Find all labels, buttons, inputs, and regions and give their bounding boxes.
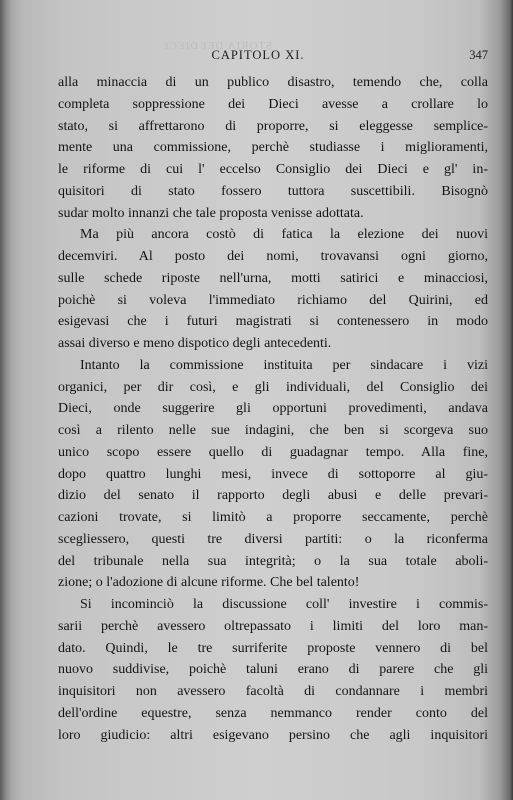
text-line: sarii perchè avessero oltrepassato i limiti del loro man- — [58, 618, 488, 634]
book-page — [14, 0, 502, 800]
text-line: quisitori di stato fossero tuttora suscettibili. Bisognò — [58, 183, 488, 199]
text-line: organici, per dir così, e gli individuali, del Consiglio dei — [58, 379, 488, 395]
text-line: decemviri. Al posto dei nomi, trovavansi ogni giorno, — [58, 249, 488, 264]
chapter-title: CAPITOLO XI. — [211, 48, 305, 62]
text-line: scegliessero, questi tre diversi partiti: o la riconferma — [58, 531, 488, 547]
paragraph-start: Si incominciò la discussione coll' investire i commis- — [80, 597, 488, 612]
text-line: inquisitori non avessero facoltà di condannare i membri — [58, 684, 488, 699]
text-line: sulle schede riposte nell'urna, motti satirici e minacciosi, — [58, 270, 488, 286]
text-line: dato. Quindi, le tre surriferite proposte vennero di bel — [58, 640, 488, 656]
paragraph-start: Ma più ancora costò di fatica la elezione dei nuovi — [80, 227, 488, 243]
body-text — [58, 72, 488, 746]
text-line: sudar molto innanzi che tale proposta venisse adottata. — [58, 205, 364, 221]
page-number: 347 — [469, 48, 488, 62]
text-line: zione; o l'adozione di alcune riforme. Che bel talento! — [58, 575, 360, 591]
text-line: del tribunale nella sua integrità; o la sua totale aboli- — [58, 553, 488, 569]
text-line: assai diverso e meno dispotico degli antecedenti. — [58, 336, 332, 351]
text-line: alla minaccia di un publico disastro, temendo che, colla — [58, 75, 488, 90]
text-line: cazioni trovate, si limitò a proporre seccamente, perchè — [58, 510, 488, 525]
text-line: mente una commissione, perchè studiasse i miglioramenti, — [58, 140, 488, 156]
text-line: dell'ordine equestre, senza nemmanco render conto del — [58, 705, 488, 721]
text-line: dizio del senato il rapporto degli abusi e delle prevari- — [58, 488, 488, 504]
paragraph-start: Intanto la commissione instituita per sindacare i vizi — [80, 357, 488, 373]
text-line: completa soppressione dei Dieci avesse a crollare lo — [58, 96, 488, 112]
text-line: esigevasi che i futuri magistrati si contenessero in modo — [58, 314, 488, 330]
text-line: così a rilento nelle sue indagini, che ben si scorgeva suo — [58, 423, 488, 438]
text-line: dopo quattro lunghi mesi, invece di sottoporre al giu- — [58, 466, 488, 482]
text-line: Dieci, onde suggerire gli opportuni provedimenti, andava — [58, 401, 488, 417]
running-header — [14, 48, 502, 68]
text-line: loro giudicio: altri esigevano persino che agli inquisitori — [58, 727, 488, 743]
text-line: unico scopo essere quello di guadagnar tempo. Alla fine, — [58, 444, 488, 460]
text-line: le riforme di cui l' eccelso Consiglio dei Dieci e gl' in- — [58, 162, 488, 177]
text-line: nuovo suddivise, poichè taluni erano di parere che gli — [58, 662, 488, 678]
text-line: poichè si voleva l'immediato richiamo del Quirini, ed — [58, 292, 488, 308]
bleed-through-text: STORIA DEI DIECI — [164, 40, 273, 52]
text-line: stato, si affrettarono di proporre, si eleggesse semplice- — [58, 118, 488, 134]
